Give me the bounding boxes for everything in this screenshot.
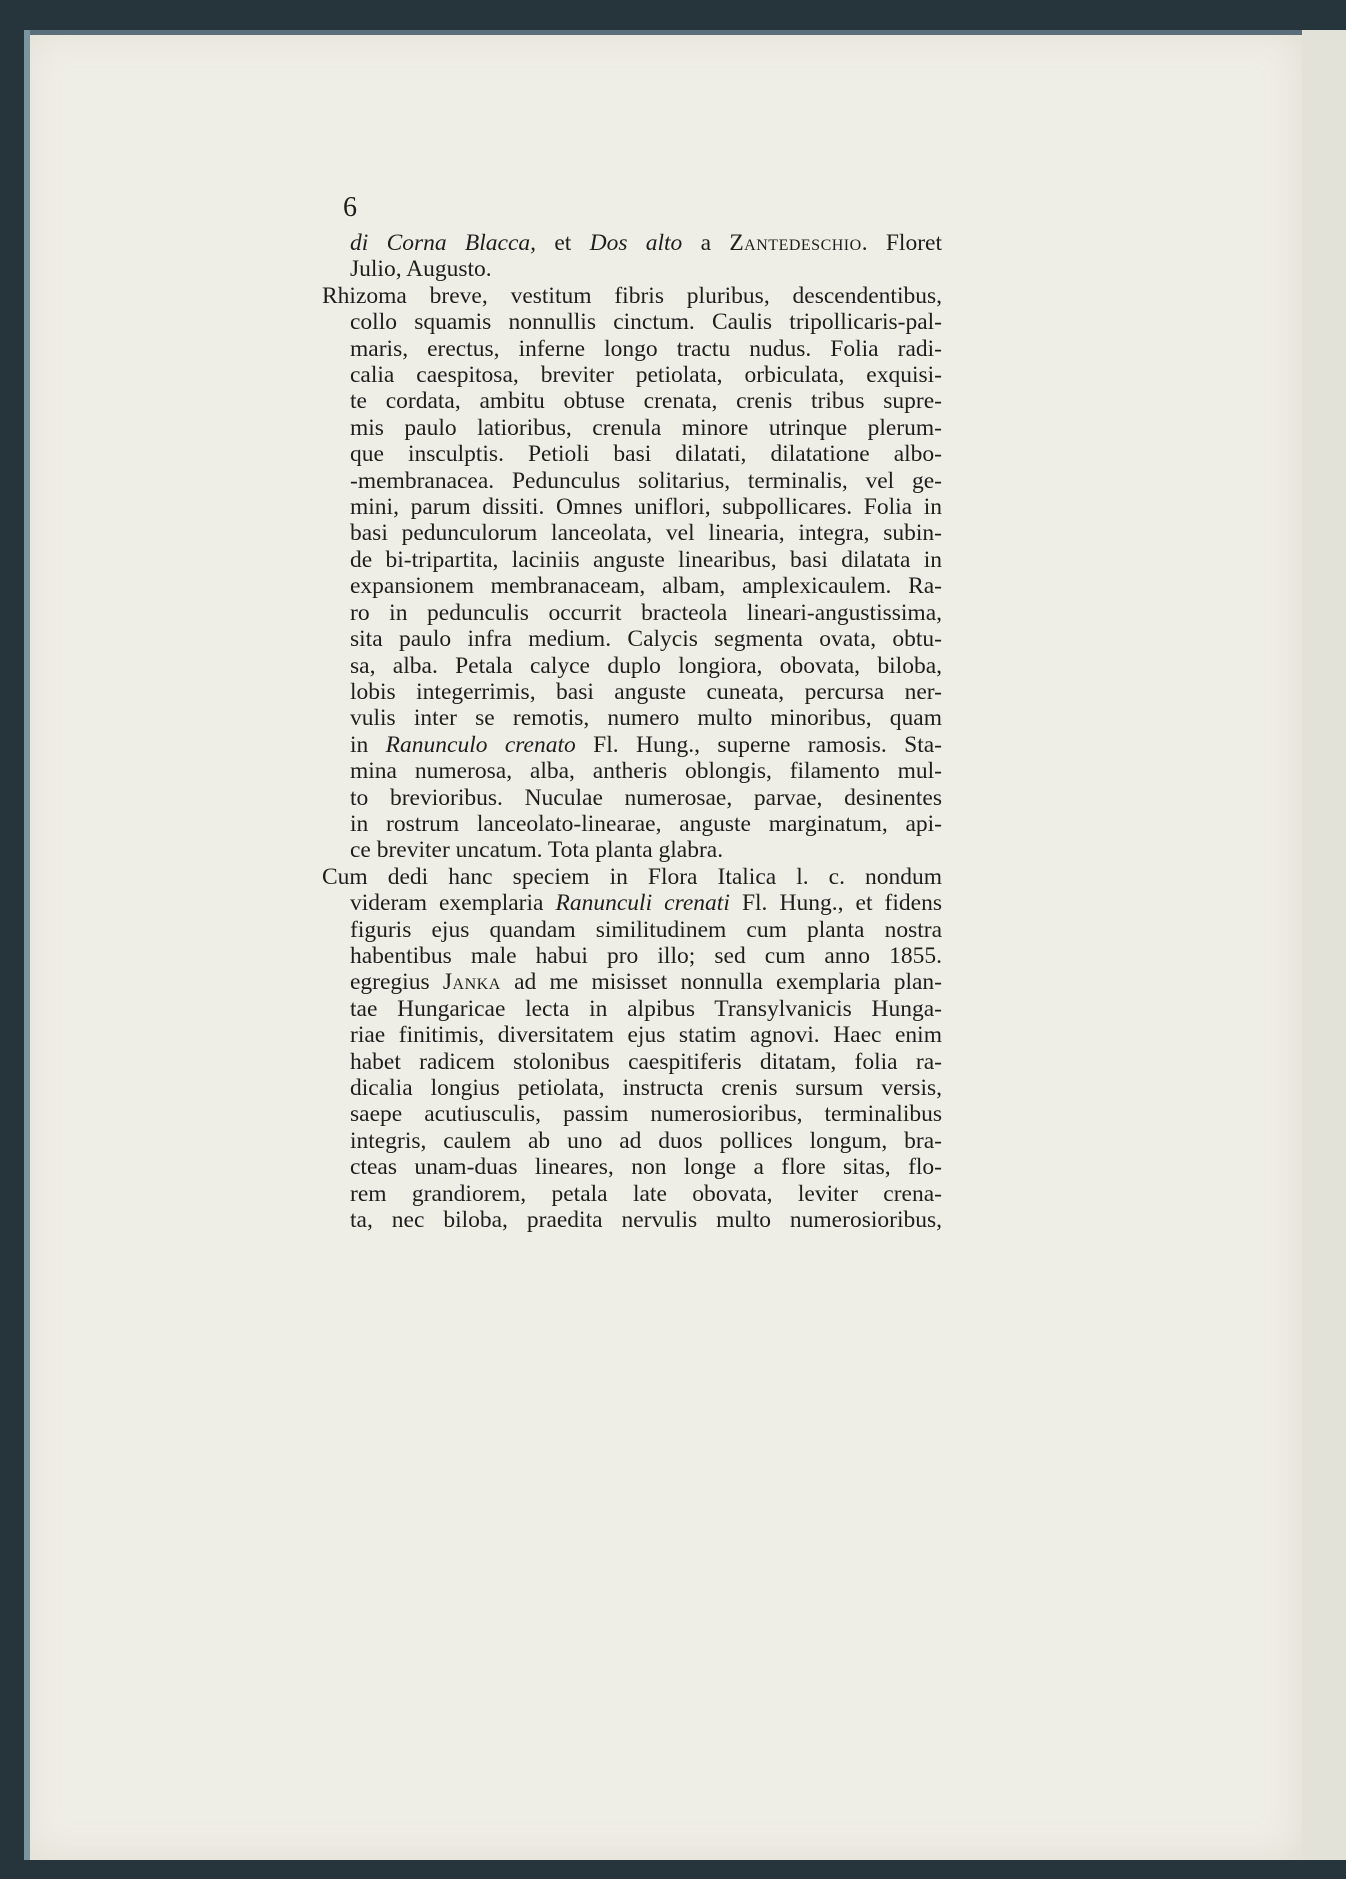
text-run: habet radicem stolonibus caespitiferis ditatam, folia ra- <box>350 1048 942 1075</box>
text-run: maris, erectus, inferne longo tractu nudus. Folia radi- <box>350 335 942 362</box>
text-run: Cum dedi hanc speciem in Flora Italica l. c. nondum <box>322 863 942 890</box>
text-line <box>350 626 942 652</box>
text-line <box>350 653 942 679</box>
text-line <box>350 1128 942 1154</box>
italic-run: di Corna Blacca, <box>350 230 537 256</box>
text-run: basi pedunculorum lanceolata, vel linearia, integra, subin- <box>350 520 942 547</box>
text-line <box>350 890 942 916</box>
text-line <box>350 996 942 1022</box>
page-number: 6 <box>343 192 357 223</box>
text-line <box>350 785 942 811</box>
text-run: cteas unam-duas lineares, non longe a flore sitas, flo- <box>350 1154 942 1181</box>
text-run: ad me misisset nonnulla exemplaria plan- <box>500 969 942 996</box>
text-line <box>350 600 942 626</box>
text-run: mini, parum dissiti. Omnes uniflori, subpollicares. Folia in <box>350 494 942 521</box>
text-run: riae finitimis, diversitatem ejus statim agnovi. Haec enim <box>350 1022 942 1049</box>
text-run: mina numerosa, alba, antheris oblongis, filamento mul- <box>350 758 942 785</box>
text-line <box>350 415 942 441</box>
text-line <box>350 256 942 282</box>
text-line <box>350 1101 942 1127</box>
text-run: ro in pedunculis occurrit bracteola lineari-angustissima, <box>350 599 942 626</box>
text-line <box>350 547 942 573</box>
text-line <box>350 758 942 784</box>
text-run: ta, nec biloba, praedita nervulis multo numerosioribus, <box>350 1207 942 1234</box>
text-run: vulis inter se remotis, numero multo minoribus, quam <box>350 705 942 732</box>
text-run: de bi-tripartita, laciniis anguste linearibus, basi dilatata in <box>350 546 942 573</box>
text-line <box>350 336 942 362</box>
text-line <box>322 283 942 309</box>
text-line <box>350 705 942 731</box>
text-run: sita paulo infra medium. Calycis segmenta ovata, obtu- <box>350 626 942 653</box>
text-line <box>350 917 942 943</box>
text-run: figuris ejus quandam similitudinem cum planta nostra <box>350 916 942 943</box>
body-text <box>322 230 942 1233</box>
text-run: Fl. Hung., et fidens <box>729 890 942 917</box>
text-run: rem grandiorem, petala late obovata, leviter crena- <box>350 1180 942 1207</box>
text-run: egregius <box>350 969 443 996</box>
page-binding-edge <box>24 30 30 1860</box>
text-line <box>350 388 942 414</box>
text-run: que insculptis. Petioli basi dilatati, dilatatione albo- <box>350 441 942 468</box>
text-run: habentibus male habui pro illo; sed cum anno 1855. <box>350 942 942 969</box>
text-run: ce breviter uncatum. Tota planta glabra. <box>350 837 724 864</box>
text-run: saepe acutiusculis, passim numerosioribus, terminalibus <box>350 1101 942 1128</box>
text-run: in rostrum lanceolato-linearae, anguste marginatum, api- <box>350 810 942 837</box>
text-line <box>350 573 942 599</box>
text-run: Julio, Augusto. <box>350 256 492 283</box>
text-line <box>350 230 942 256</box>
smallcaps-run: Janka <box>442 969 501 996</box>
text-line <box>350 679 942 705</box>
text-line <box>350 468 942 494</box>
text-line <box>350 732 942 758</box>
text-run: dicalia longius petiolata, instructa crenis sursum versis, <box>350 1075 942 1101</box>
text-run: te cordata, ambitu obtuse crenata, crenis tribus supre- <box>350 388 942 415</box>
text-run: -membranacea. Pedunculus solitarius, terminalis, vel ge- <box>350 467 942 494</box>
italic-run: Ranunculo crenato <box>385 731 576 758</box>
text-line <box>350 837 942 863</box>
smallcaps-run: Zantedeschio <box>729 230 862 256</box>
text-run: calia caespitosa, breviter petiolata, orbiculata, exquisi- <box>350 362 942 389</box>
text-line <box>350 1075 942 1101</box>
text-run: collo squamis nonnullis cinctum. Caulis tripollicaris-pal- <box>350 309 942 336</box>
text-line <box>350 1049 942 1075</box>
text-line <box>350 1207 942 1233</box>
text-line <box>350 1181 942 1207</box>
text-line <box>350 520 942 546</box>
text-line <box>350 362 942 388</box>
text-line <box>350 309 942 335</box>
adjacent-page-edge <box>1295 30 1346 1860</box>
text-run: et <box>536 230 590 256</box>
text-run: in <box>350 731 386 758</box>
text-run: a <box>682 230 730 256</box>
text-run: Rhizoma breve, vestitum fibris pluribus, descendentibus, <box>322 282 942 309</box>
text-line <box>350 494 942 520</box>
text-line <box>350 811 942 837</box>
text-run: Fl. Hung., superne ramosis. Sta- <box>575 731 942 758</box>
italic-run: Dos alto <box>589 230 683 256</box>
text-line <box>322 864 942 890</box>
text-line <box>350 1154 942 1180</box>
text-line <box>350 969 942 995</box>
italic-run: Ranunculi crenati <box>555 890 730 917</box>
text-line <box>350 943 942 969</box>
text-run: expansionem membranaceam, albam, amplexicaulem. Ra- <box>350 573 942 600</box>
page-top-edge <box>24 30 1302 35</box>
text-run: videram exemplaria <box>350 890 556 917</box>
text-run: lobis integerrimis, basi anguste cuneata, percursa ner- <box>350 678 942 705</box>
text-run: mis paulo latioribus, crenula minore utrinque plerum- <box>350 414 942 441</box>
text-run: tae Hungaricae lecta in alpibus Transylvanicis Hunga- <box>350 995 942 1022</box>
text-run: integris, caulem ab uno ad duos pollices longum, bra- <box>350 1127 942 1154</box>
text-line <box>350 441 942 467</box>
text-run: sa, alba. Petala calyce duplo longiora, obovata, biloba, <box>350 652 942 679</box>
text-line <box>350 1022 942 1048</box>
text-run: to brevioribus. Nuculae numerosae, parvae, desinentes <box>350 784 942 811</box>
text-run: . Floret <box>861 230 942 256</box>
